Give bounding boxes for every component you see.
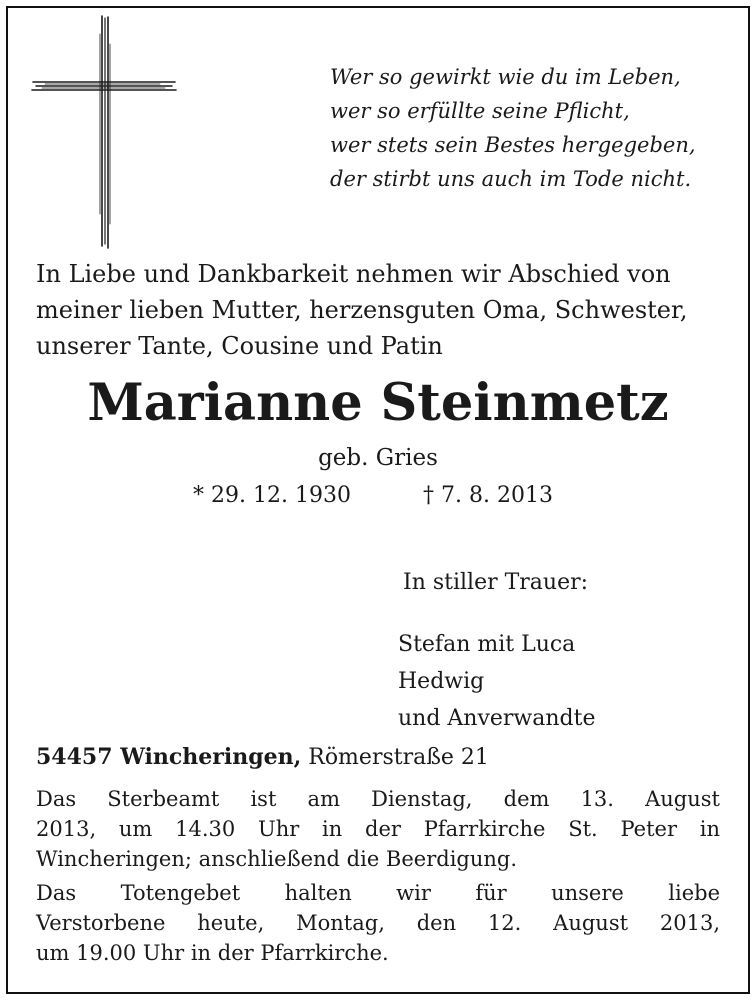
requiem-line: 2013, um 14.30 Uhr in der Pfarrkirche St. Peter in — [36, 817, 720, 841]
intro-line: meiner lieben Mutter, herzensguten Oma, Schwester, — [36, 296, 688, 324]
survivor-name: und Anverwandte — [398, 706, 596, 731]
memorial-poem — [330, 60, 696, 196]
birth-date: * 29. 12. 1930 — [193, 483, 351, 508]
deceased-name: Marianne Steinmetz — [87, 373, 669, 433]
cross-icon — [30, 14, 180, 250]
requiem-line: Wincheringen; anschließend die Beerdigung. — [36, 847, 518, 871]
prayer-line: um 19.00 Uhr in der Pfarrkirche. — [36, 941, 389, 965]
poem-line: wer stets sein Bestes hergegeben, — [330, 133, 696, 157]
survivor-name: Stefan mit Luca — [398, 632, 576, 657]
poem-line: Wer so gewirkt wie du im Leben, — [330, 65, 681, 89]
address — [36, 740, 489, 775]
farewell-text — [36, 256, 726, 364]
address-street: Römerstraße 21 — [308, 745, 489, 770]
prayer-line: Verstorbene heute, Montag, den 12. August 2013, — [36, 911, 720, 935]
address-place: 54457 Wincheringen, — [36, 744, 302, 770]
death-date: † 7. 8. 2013 — [423, 483, 553, 508]
prayer-notice — [36, 878, 720, 968]
intro-line: In Liebe und Dankbarkeit nehmen wir Abschied von — [36, 260, 671, 288]
poem-line: der stirbt uns auch im Tode nicht. — [330, 167, 692, 191]
intro-line: unserer Tante, Cousine und Patin — [36, 332, 443, 360]
survivor-name: Hedwig — [398, 669, 485, 694]
maiden-name: geb. Gries — [318, 445, 438, 471]
requiem-notice — [36, 784, 720, 874]
mourning-heading: In stiller Trauer: — [403, 570, 589, 595]
survivors-list — [398, 626, 596, 737]
requiem-line: Das Sterbeamt ist am Dienstag, dem 13. August — [36, 787, 720, 811]
poem-line: wer so erfüllte seine Pflicht, — [330, 99, 630, 123]
life-dates — [193, 479, 593, 513]
prayer-line: Das Totengebet halten wir für unsere liebe — [36, 881, 720, 905]
